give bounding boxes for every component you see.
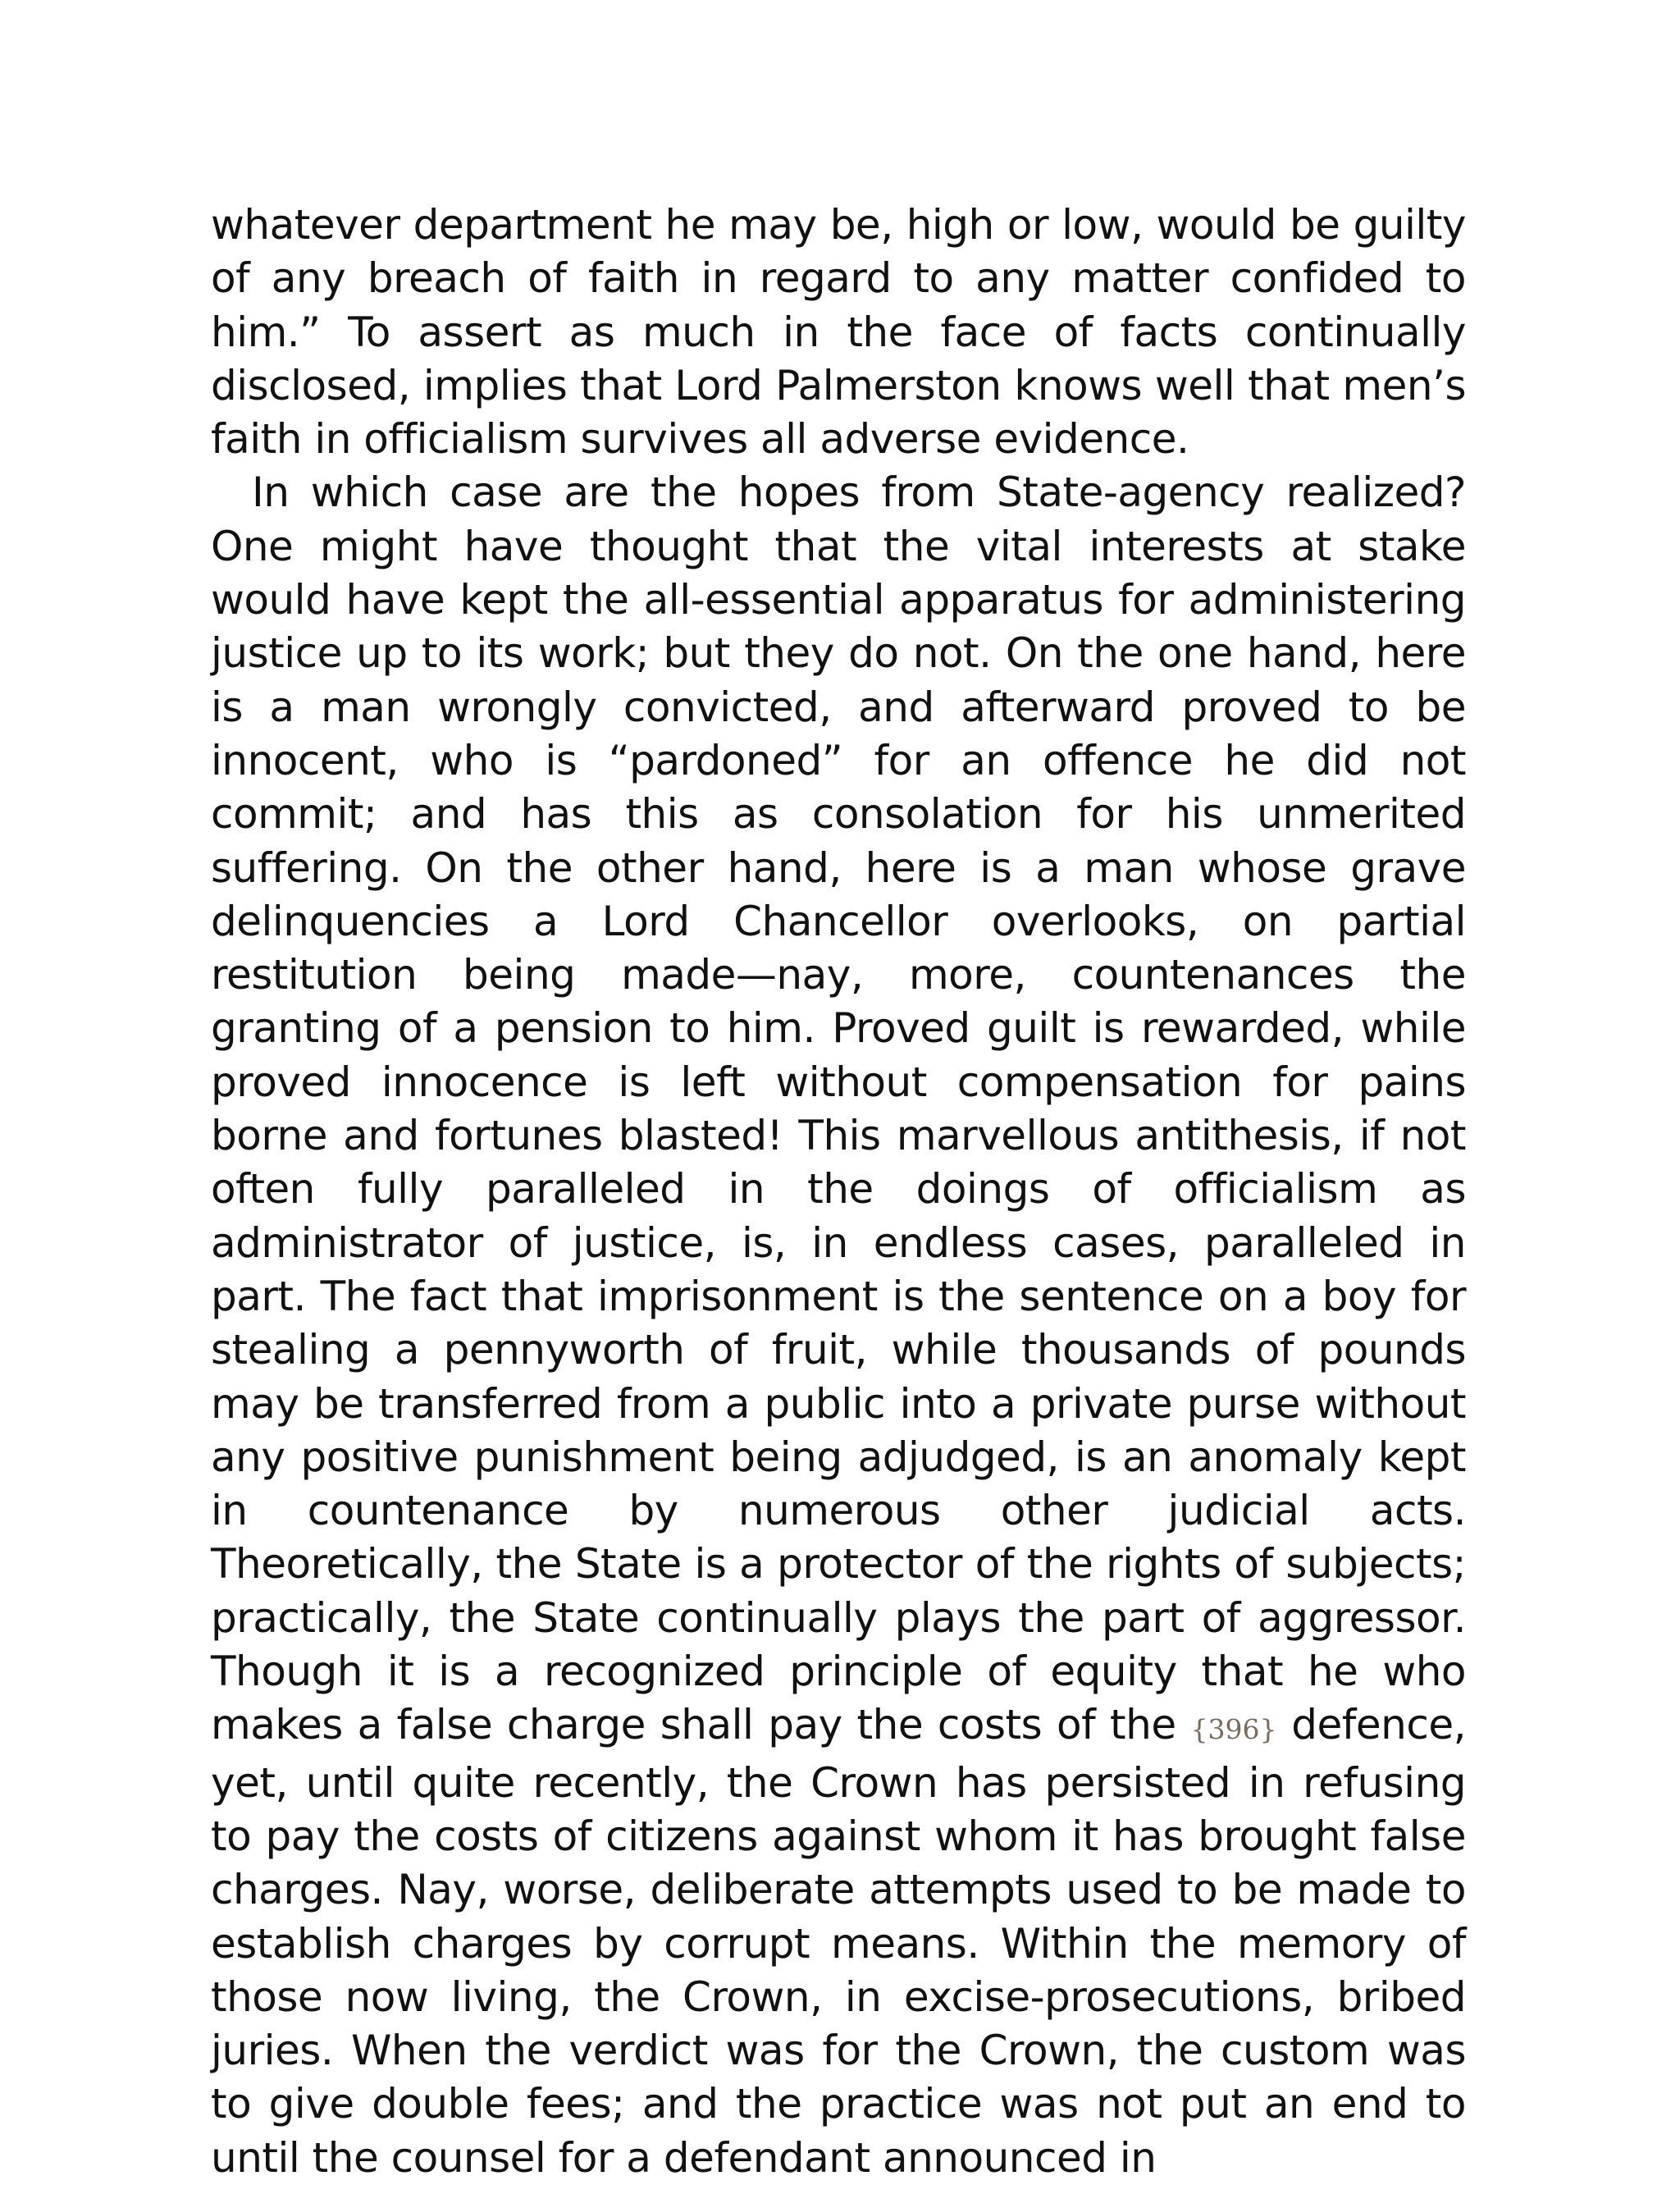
- paragraph-2-text-b: defence, yet, until quite recently, the Crown has persisted in refusing to pay the costs of citizens against whom it has brought false charges. Nay, worse, deliberate attempts used to be made to establish charges by corrupt means. Within the memory of those now living, the Crown, in excise-prosecutions, bribed juries. When the verdict was for the Crown, the custom was to give double fees; and the practice was not put an end to until the counsel for a defendant announced in: [211, 1701, 1466, 2182]
- paragraph-1: whatever department he may be, high or low, would be guilty of any breach of faith in regard to any matter confided to him.” To assert as much in the face of facts continually disclosed, implies that Lord Palmerston knows well that men’s faith in officialism survives all adverse evidence.: [211, 201, 1466, 464]
- page-number-marker: {396}: [1190, 1713, 1277, 1746]
- page-body: [211, 199, 1466, 2185]
- paragraph-2: [211, 466, 1466, 2185]
- paragraph-2-text-a: In which case are the hopes from State-agency realized? One might have thought that the vital interests at stake would have kept the all-essential apparatus for administering justice up to its work; but they do not. On the one hand, here is a man wrongly convicted, and afterward proved to be innocent, who is “pardoned” for an offence he did not commit; and has this as consolation for his unmerited suffering. On the other hand, here is a man whose grave delinquencies a Lord Chancellor overlooks, on partial restitution being made—nay, more, countenances the granting of a pension to him. Proved guilt is rewarded, while proved innocence is left without compensation for pains borne and fortunes blasted! This marvellous antithesis, if not often fully paralleled in the doings of officialism as administrator of justice, is, in endless cases, paralleled in part. The fact that imprisonment is the sentence on a boy for stealing a pennyworth of fruit, while thousands of pounds may be transferred from a public into a private purse without any positive punishment being adjudged, is an anomaly kept in countenance by numerous other judicial acts. Theoretically, the State is a protector of the rights of subjects; practically, the State continually plays the part of aggressor. Though it is a recognized principle of equity that he who makes a false charge shall pay the costs of the: [211, 469, 1466, 1749]
